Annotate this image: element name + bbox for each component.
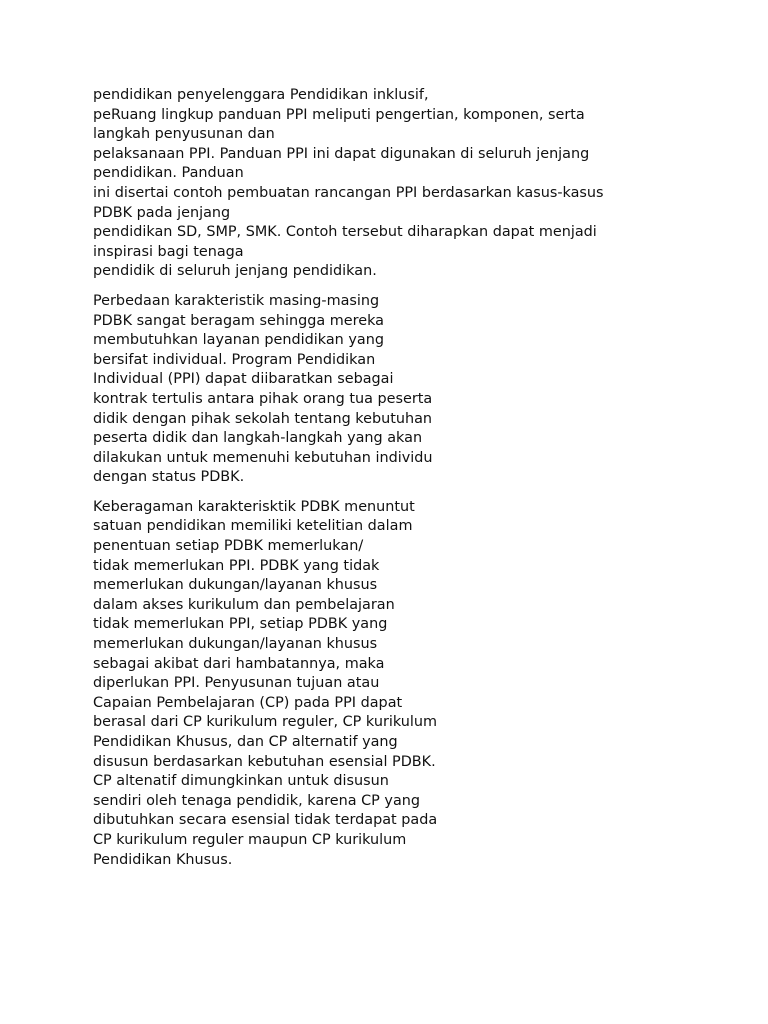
text-line: berasal dari CP kurikulum reguler, CP kurikulum xyxy=(93,714,438,731)
text-line: membutuhkan layanan pendidikan yang xyxy=(93,332,384,349)
text-line: dalam akses kurikulum dan pembelajaran xyxy=(93,596,395,613)
text-line: sendiri oleh tenaga pendidik, karena CP yang xyxy=(93,792,421,809)
text-line: tidak memerlukan PPI, setiap PDBK yang xyxy=(93,616,388,633)
paragraph-2 xyxy=(93,292,693,488)
paragraph-1 xyxy=(93,86,693,282)
text-line: pendidik di seluruh jenjang pendidikan. xyxy=(93,263,377,280)
text-line: memerlukan dukungan/layanan khusus xyxy=(93,636,378,653)
text-line: PDBK pada jenjang xyxy=(93,204,231,221)
text-line: didik dengan pihak sekolah tentang kebutuhan xyxy=(93,410,433,427)
text-line: dilakukan untuk memenuhi kebutuhan individu xyxy=(93,449,433,466)
paragraph-3 xyxy=(93,498,693,870)
text-line: Individual (PPI) dapat diibaratkan sebagai xyxy=(93,371,394,388)
text-line: pendidikan SD, SMP, SMK. Contoh tersebut diharapkan dapat menjadi xyxy=(93,224,597,241)
text-line: CP altenatif dimungkinkan untuk disusun xyxy=(93,773,389,790)
text-line: Pendidikan Khusus, dan CP alternatif yang xyxy=(93,734,398,750)
text-line: Keberagaman karakterisktik PDBK menuntut xyxy=(93,498,415,515)
text-line: PDBK sangat beragam sehingga mereka xyxy=(93,312,384,329)
text-line: kontrak tertulis antara pihak orang tua peserta xyxy=(93,390,433,407)
text-line: satuan pendidikan memiliki ketelitian dalam xyxy=(93,518,413,535)
text-line: peRuang lingkup panduan PPI meliputi pengertian, komponen, serta xyxy=(93,106,585,123)
text-line: Capaian Pembelajaran (CP) pada PPI dapat xyxy=(93,694,403,711)
text-line: Pendidikan Khusus. xyxy=(93,851,233,868)
text-line: penentuan setiap PDBK memerlukan/ xyxy=(93,538,364,555)
text-line: peserta didik dan langkah-langkah yang akan xyxy=(93,430,423,447)
text-line: langkah penyusunan dan xyxy=(93,126,275,143)
text-line: pendidikan penyelenggara Pendidikan inklusif, xyxy=(93,87,429,103)
text-line: diperlukan PPI. Penyusunan tujuan atau xyxy=(93,675,380,692)
text-line: dibutuhkan secara esensial tidak terdapat pada xyxy=(93,812,438,829)
text-line: CP kurikulum reguler maupun CP kurikulum xyxy=(93,831,407,848)
text-line: Perbedaan karakteristik masing-masing xyxy=(93,292,380,309)
document-body xyxy=(93,86,693,870)
text-line: tidak memerlukan PPI. PDBK yang tidak xyxy=(93,557,380,574)
text-line: bersifat individual. Program Pendidikan xyxy=(93,351,376,368)
text-line: memerlukan dukungan/layanan khusus xyxy=(93,577,378,594)
text-line: sebagai akibat dari hambatannya, maka xyxy=(93,655,385,672)
text-line: disusun berdasarkan kebutuhan esensial PDBK. xyxy=(93,753,436,770)
text-line: ini disertai contoh pembuatan rancangan PPI berdasarkan kasus-kasus xyxy=(93,184,604,201)
text-line: dengan status PDBK. xyxy=(93,469,245,486)
text-line: inspirasi bagi tenaga xyxy=(93,243,244,260)
text-line: pelaksanaan PPI. Panduan PPI ini dapat digunakan di seluruh jenjang xyxy=(93,145,590,162)
text-line: pendidikan. Panduan xyxy=(93,165,244,182)
